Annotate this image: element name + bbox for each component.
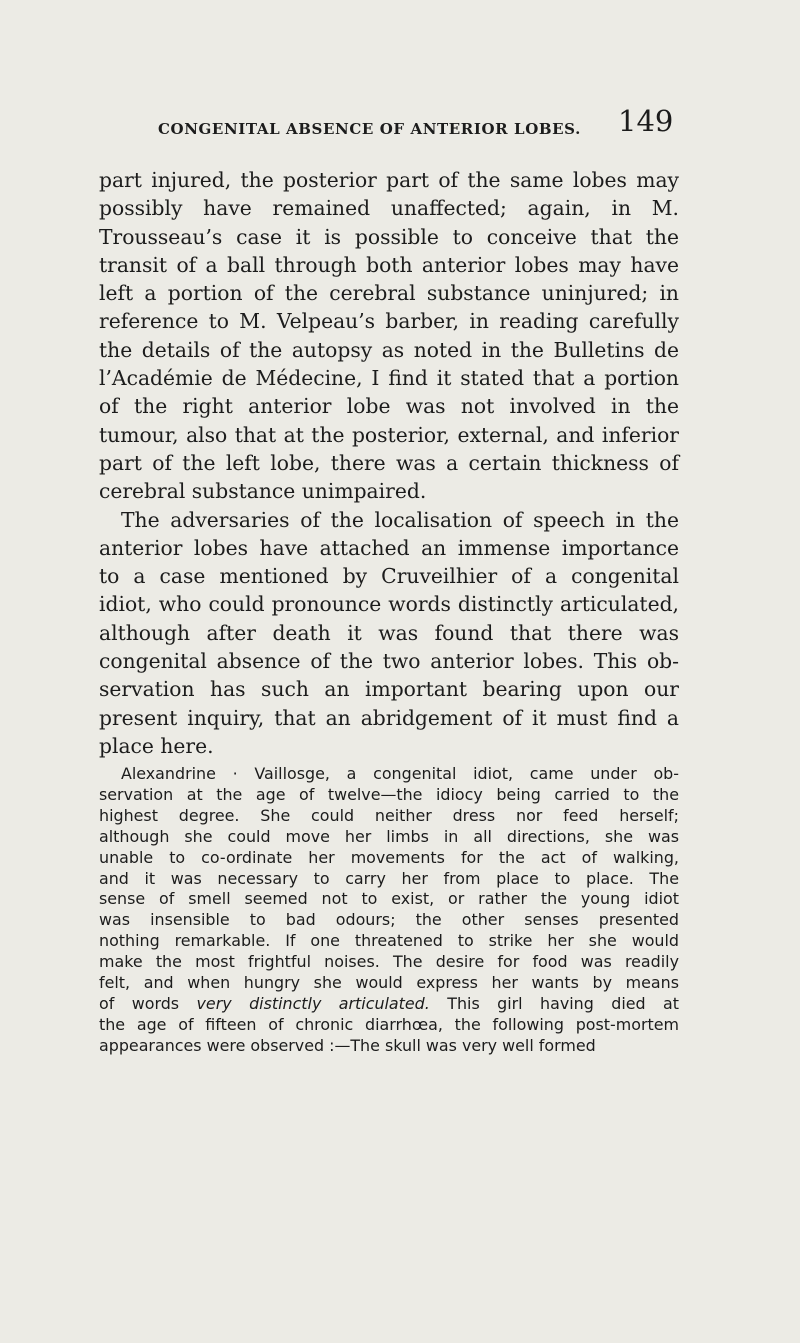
text-line: make the most frightful noises. The desire for food was readily (99, 952, 679, 972)
text-line: servation at the age of twelve—the idiocy being carried to the (99, 784, 679, 804)
text-line: congenital absence of the two anterior lobes. This ob- (99, 649, 679, 674)
text-line: Trousseau’s case it is possible to conceive that the (99, 224, 679, 249)
text-line: servation has such an important bearing upon our (99, 677, 679, 702)
page-number: 149 (618, 104, 674, 138)
text-line: was insensible to bad odours; the other senses presented (99, 910, 679, 930)
text-line: appearances were observed :—The skull was very well formed (99, 1035, 596, 1055)
text-line: highest degree. She could neither dress nor feed herself; (99, 805, 679, 825)
text-line: part injured, the posterior part of the same lobes may (99, 168, 679, 192)
text-line: part of the left lobe, there was a certain thickness of (99, 450, 679, 475)
text-line: the age of fifteen of chronic diarrhœa, the following post-mortem (99, 1014, 679, 1034)
text-line: transit of a ball through both anterior lobes may have (99, 252, 679, 277)
text-line: and it was necessary to carry her from place to place. The (99, 868, 679, 888)
text-line: possibly have remained unaffected; again, in M. (99, 196, 679, 221)
text-line (99, 994, 679, 1015)
text-line: tumour, also that at the posterior, external, and inferior (99, 422, 679, 447)
text-line: although after death it was found that there was (99, 620, 679, 645)
text-line: left a portion of the cerebral substance uninjured; in (99, 281, 679, 306)
case-report-text (99, 764, 679, 1057)
text-line: although she could move her limbs in all directions, she was (99, 826, 679, 846)
running-head (0, 90, 800, 138)
text-line: l’Académie de Médecine, I find it stated that a portion (99, 366, 679, 391)
italic-phrase: very distinctly articulated. (196, 993, 430, 1013)
text-line: the details of the autopsy as noted in the Bulletins de (99, 337, 679, 362)
text-line: anterior lobes have attached an immense importance (99, 535, 679, 560)
text-line: place here. (99, 733, 214, 758)
text-line: idiot, who could pronounce words distinctly articulated, (99, 592, 679, 617)
text-line: sense of smell seemed not to exist, or rather the young idiot (99, 889, 679, 909)
main-text (99, 166, 679, 760)
text-fragment: of words (99, 993, 180, 1013)
text-line: reference to M. Velpeau’s barber, in reading carefully (99, 309, 679, 334)
text-line: of the right anterior lobe was not involved in the (99, 394, 679, 419)
text-line: cerebral substance unimpaired. (99, 479, 427, 504)
running-head-title: CONGENITAL ABSENCE OF ANTERIOR LOBES. (158, 120, 581, 138)
text-line: unable to co-ordinate her movements for the act of walking, (99, 847, 679, 867)
text-fragment: This girl having died at (447, 993, 679, 1013)
text-line: The adversaries of the localisation of speech in the (121, 507, 679, 532)
text-line: present inquiry, that an abridgement of it must find a (99, 705, 679, 730)
text-line: felt, and when hungry she would express her wants by means (99, 973, 679, 993)
text-line: Alexandrine · Vaillosge, a congenital idiot, came under ob- (121, 764, 679, 783)
text-line: nothing remarkable. If one threatened to strike her she would (99, 931, 679, 951)
text-line: to a case mentioned by Cruveilhier of a congenital (99, 564, 679, 589)
